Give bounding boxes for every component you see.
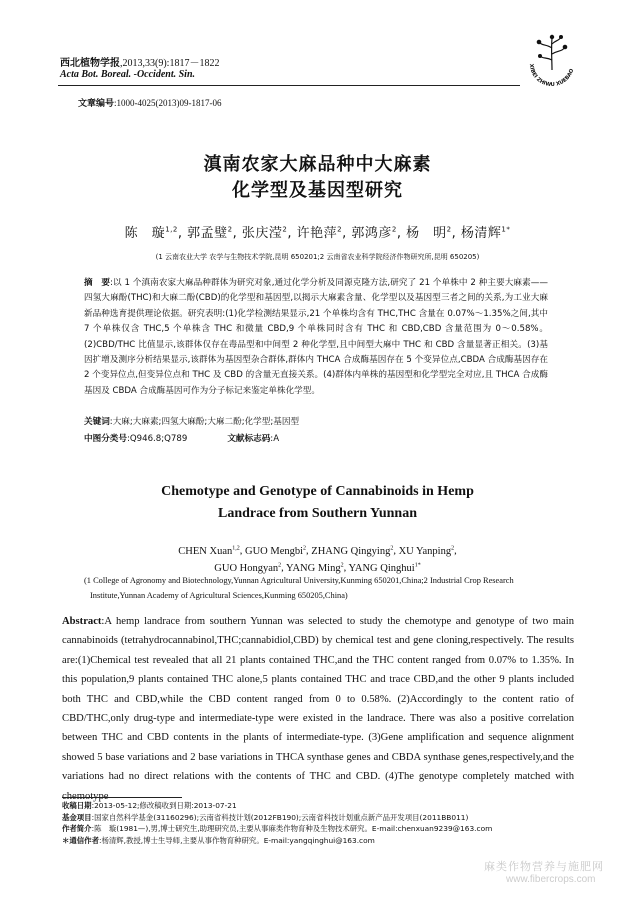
author-cn: 杨 明$^2$	[406, 225, 452, 241]
header-divider	[58, 85, 520, 86]
abstract-en-label: Abstract	[62, 616, 102, 627]
doc-code-value: :A	[270, 434, 280, 444]
footnotes	[62, 800, 582, 846]
author-cn: 杨清辉$^{1*}$	[460, 225, 511, 241]
affiliation-en-line: (1 College of Agronomy and Biotechnology,Yunnan Agricultural University,Kunming 650201,China;2 Industrial Crop Research	[84, 576, 514, 585]
author-en: YANG Qinghui$^{1*}$	[348, 562, 421, 574]
title-en-line-2: Landrace from Southern Yunnan	[217, 506, 418, 521]
affiliation-cn: (1 云南农业大学 农学与生物技术学院,昆明 650201;2 云南省农业科学院经济作物研究所,昆明 650205)	[155, 253, 480, 261]
abstract-en	[62, 612, 574, 806]
affiliation-en	[84, 573, 554, 603]
affiliation-en-line: Institute,Yunnan Academy of Agricultural Sciences,Kunming 650205,China)	[90, 591, 348, 600]
footnote-divider	[62, 797, 182, 798]
author-en: CHEN Xuan$^{1,2}$	[178, 545, 240, 557]
author-cn: 陈 璇$^{1,2}$	[124, 225, 178, 241]
article-number-value: :1000-4025(2013)09-1817-06	[114, 98, 222, 108]
footnote-funding: 基金项目:国家自然科学基金(31160296);云南省科技计划(2012FB190);云南省科技计划重点新产品开发项目(2011BB011)	[62, 812, 469, 822]
keywords-cn-text: :大麻;大麻素;四氢大麻酚;大麻二酚;化学型;基因型	[109, 417, 300, 427]
clc-value: :Q946.8;Q789	[126, 434, 188, 444]
journal-logo-text: XIBEI ZHIWU XUEBAO	[527, 63, 576, 89]
footnote-received: 收稿日期:2013-05-12;修改稿收到日期:2013-07-21	[62, 801, 237, 810]
authors-en-line-1: CHEN Xuan$^{1,2}$, GUO Mengbi$^2$, ZHANG Qingying$^2$, XU Yanping$^2$,	[178, 545, 457, 557]
abstract-en-text: :A hemp landrace from southern Yunnan was selected to study the chemotype and genotype of two main cannabinoids (tetrahydrocannabinol,THC;cannabidiol,CBD) by chemical test and gene cloning,respectively. The results are:(1)Chemical test revealed that all 21 plants contained THC,and the THC content ranged from 0.07% to 1.35%. In this population,9 plants contained THC alone,5 plants contained THC and trace CBD,and the other 9 plants included both THC and CBD,while the CBD content ranged from 0 to 0.58%. (2)Accordingly to the content ratio of CBD/THC,only drug-type and intermediate-type were existed in the landrace. There was also a positive correlation between THC and CBD contents in the plants of intermediate-type. (3)Gene amplification and sequence alignment showed 5 base variations and 2 base variations in THCA synthase genes and CBDA synthase genes,respectively,and the variations had no direct relations with the contents of THC and CBD. (4)The genotype completely matched with chemotype	[62, 616, 574, 802]
journal-logo-icon	[524, 30, 580, 90]
footnote-author-bio: 作者简介:陈 璇(1981—),男,博士研究生,助理研究员,主要从事麻类作物育种及生物技术研究。E-mail:chenxuan9239@163.com	[62, 824, 493, 834]
keywords-cn-label: 关键词	[84, 417, 110, 427]
authors-cn: 陈 璇$^{1,2}$, 郭孟璧$^2$, 张庆滢$^2$, 许艳萍$^2$, 郭鸿彦$^2$, 杨 明$^2$, 杨清辉$^{1*}$	[124, 225, 511, 241]
keywords-cn	[84, 415, 548, 427]
abstract-cn	[84, 276, 548, 399]
article-number-label: 文章编号	[78, 99, 115, 109]
title-cn-line-1: 滇南农家大麻品种中大麻素	[203, 154, 432, 175]
author-cn: 郭孟璧$^2$	[187, 225, 233, 241]
journal-title-cn: 西北植物学报	[60, 58, 120, 69]
author-cn: 许艳萍$^2$	[296, 225, 343, 241]
journal-name-en: Acta Bot. Boreal. -Occident. Sin.	[60, 69, 195, 80]
author-en: GUO Hongyan$^2$	[214, 562, 282, 574]
abstract-cn-text: :以 1 个滇南农家大麻品种群体为研究对象,通过化学分析及同源克隆方法,研究了 21 个单株中 2 种主要大麻素——四氢大麻酚(THC)和大麻二酚(CBD)的化学型和基因型,以揭示大麻素含量、化学型以及基因型三者之间的关系,为工业大麻新品种选育提供理论依据。研究表明:(1)化学检测结果显示,21 个单株均含有 THC,THC 含量在 0.07%～1.35%之间,其中 7 个单株仅含 THC,5 个单株含 THC 和微量 CBD,9 个单株同时含有 THC 和 CBD,CBD 含量范围为 0～0.58%。(2)CBD/THC 比值显示,该群体仅存在毒品型和中间型 2 种化学型,且中间型大麻中 THC 和 CBD 含量显著正相关。(3)基因扩增及测序分析结果显示,该群体为基因型杂合群体,群体内 THCA 合成酶基因存在 5 个变异位点,CBDA 合成酶基因存在 2 个变异位点,但变异位点和 THC 及 CBD 的含量无直接关系。(4)群体内单株的基因型和化学型完全对应,且 THCA 合成酶基因及 CBDA 合成酶基因可作为分子标记来鉴定单株化学型。	[84, 278, 548, 396]
journal-name-cn	[60, 54, 219, 69]
watermark-cn: 麻类作物营养与施肥网	[484, 860, 604, 873]
article-number	[78, 96, 222, 109]
author-en: ZHANG Qingying$^2$	[311, 545, 394, 557]
footnote-corresponding: ＊通信作者:杨清辉,教授,博士生导师,主要从事作物育种研究。E-mail:yangqinghui@163.com	[62, 835, 375, 845]
author-en: XU Yanping$^2$	[398, 545, 455, 557]
abstract-cn-label: 摘 要	[84, 278, 111, 288]
title-en-line-1: Chemotype and Genotype of Cannabinoids in Hemp	[161, 484, 474, 499]
clc-label: 中图分类号	[84, 434, 127, 444]
author-en: YANG Ming$^2$	[286, 562, 344, 574]
author-cn: 郭鸿彦$^2$	[351, 225, 397, 241]
author-cn: 张庆滢$^2$	[241, 225, 288, 241]
doc-code-label: 文献标志码	[227, 434, 271, 444]
journal-volume: ,2013,33(9):1817－1822	[120, 58, 220, 69]
author-en: GUO Mengbi$^2$	[244, 545, 307, 557]
watermark-url: www.fibercrops.com	[506, 874, 596, 885]
title-cn-line-2: 化学型及基因型研究	[232, 180, 403, 201]
classification-cn	[84, 432, 548, 444]
authors-en-line-2: GUO Hongyan$^2$, YANG Ming$^2$, YANG Qinghui$^{1*}$	[214, 562, 421, 574]
